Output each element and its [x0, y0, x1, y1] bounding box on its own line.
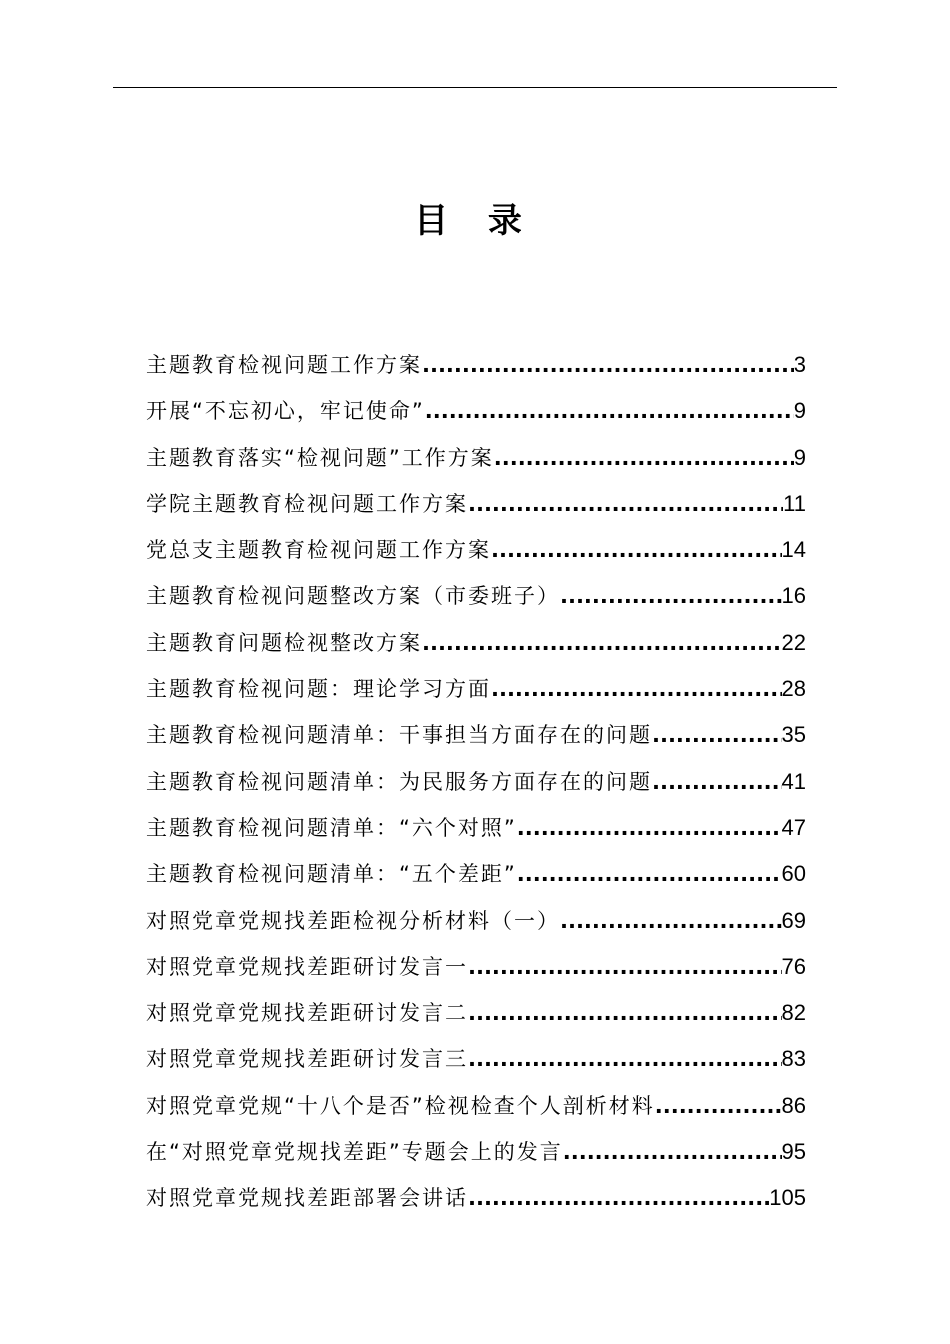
- toc-entry-leader: [491, 527, 782, 573]
- toc-entry-leader: [652, 712, 782, 758]
- toc-entry-leader: [468, 990, 782, 1036]
- toc-entry[interactable]: [146, 1083, 806, 1129]
- toc-entry-title: 对照党章党规找差距研讨发言一: [146, 954, 468, 979]
- toc-entry-page: 16: [781, 583, 806, 609]
- toc-entry-page: 95: [781, 1139, 806, 1165]
- toc-entry[interactable]: [146, 944, 806, 990]
- toc-entry[interactable]: [146, 712, 806, 758]
- toc-entry-title: 学院主题教育检视问题工作方案: [146, 491, 468, 516]
- toc-entry-page: 41: [781, 768, 806, 794]
- toc-entry-title: 在“对照党章党规找差距”专题会上的发言: [146, 1140, 563, 1165]
- toc-entry-leader: [655, 1083, 782, 1129]
- toc-entry-page: 69: [781, 907, 806, 933]
- toc-entry[interactable]: [146, 805, 806, 851]
- toc-entry-leader: [560, 573, 782, 619]
- toc-entry-page: 35: [781, 722, 806, 748]
- toc-entry-page: 83: [781, 1046, 806, 1072]
- table-of-contents: [146, 342, 806, 1222]
- page-title: 目 录: [414, 201, 536, 241]
- toc-entry-title: 对照党章党规找差距研讨发言三: [146, 1047, 468, 1072]
- toc-entry[interactable]: [146, 573, 806, 619]
- toc-entry-title: 对照党章党规找差距检视分析材料（一）: [146, 908, 560, 933]
- toc-entry-title: 对照党章党规找差距研讨发言二: [146, 1001, 468, 1026]
- toc-entry-leader: [468, 481, 783, 527]
- toc-entry[interactable]: [146, 620, 806, 666]
- toc-entry-title: 主题教育检视问题清单：“五个差距”: [146, 862, 517, 887]
- toc-entry-title: 主题教育检视问题：理论学习方面: [146, 677, 491, 702]
- toc-entry-title: 主题教育问题检视整改方案: [146, 630, 422, 655]
- toc-entry-leader: [468, 944, 782, 990]
- toc-entry-title: 主题教育检视问题清单：为民服务方面存在的问题: [146, 769, 652, 794]
- toc-entry[interactable]: [146, 435, 806, 481]
- toc-entry-page: 82: [781, 1000, 806, 1026]
- header-rule: [113, 87, 837, 88]
- toc-entry-page: 11: [783, 490, 806, 516]
- toc-entry-page: 9: [793, 444, 806, 470]
- toc-entry-leader: [425, 388, 794, 434]
- toc-entry-leader: [563, 1129, 782, 1175]
- toc-entry-page: 86: [781, 1092, 806, 1118]
- toc-entry-leader: [422, 342, 794, 388]
- toc-entry-page: 22: [781, 629, 806, 655]
- toc-entry-leader: [468, 1036, 782, 1082]
- toc-entry-page: 14: [781, 537, 806, 563]
- toc-entry-page: 3: [793, 352, 806, 377]
- toc-entry-leader: [491, 666, 782, 712]
- toc-entry-page: 76: [781, 953, 806, 979]
- toc-entry-title: 主题教育落实“检视问题”工作方案: [146, 445, 494, 470]
- toc-entry-page: 47: [781, 814, 806, 840]
- toc-entry[interactable]: [146, 342, 806, 388]
- toc-entry-title: 主题教育检视问题整改方案（市委班子）: [146, 584, 560, 609]
- toc-entry-leader: [422, 620, 782, 666]
- toc-entry-leader: [652, 759, 782, 805]
- toc-entry[interactable]: [146, 527, 806, 573]
- toc-entry-leader: [468, 1175, 769, 1221]
- toc-entry-page: 105: [769, 1185, 806, 1211]
- toc-entry[interactable]: [146, 388, 806, 434]
- toc-entry[interactable]: [146, 1129, 806, 1175]
- toc-entry-title: 对照党章党规“十八个是否”检视检查个人剖析材料: [146, 1093, 655, 1118]
- toc-entry[interactable]: [146, 898, 806, 944]
- toc-entry-leader: [494, 435, 794, 481]
- toc-entry-page: 60: [781, 861, 806, 887]
- toc-entry-title: 党总支主题教育检视问题工作方案: [146, 538, 491, 563]
- toc-entry-leader: [517, 805, 782, 851]
- toc-entry[interactable]: [146, 990, 806, 1036]
- toc-entry-leader: [560, 898, 782, 944]
- toc-entry-title: 对照党章党规找差距部署会讲话: [146, 1186, 468, 1211]
- toc-entry[interactable]: [146, 1175, 806, 1221]
- toc-entry-page: 28: [781, 676, 806, 702]
- toc-entry[interactable]: [146, 666, 806, 712]
- toc-entry[interactable]: [146, 759, 806, 805]
- toc-entry-page: 9: [793, 398, 806, 424]
- toc-entry[interactable]: [146, 481, 806, 527]
- toc-entry-leader: [517, 851, 782, 897]
- toc-entry[interactable]: [146, 1036, 806, 1082]
- toc-entry[interactable]: [146, 851, 806, 897]
- toc-entry-title: 主题教育检视问题清单：干事担当方面存在的问题: [146, 723, 652, 748]
- toc-entry-title: 主题教育检视问题工作方案: [146, 353, 422, 377]
- toc-entry-title: 主题教育检视问题清单：“六个对照”: [146, 815, 517, 840]
- toc-entry-title: 开展“不忘初心，牢记使命”: [146, 399, 425, 424]
